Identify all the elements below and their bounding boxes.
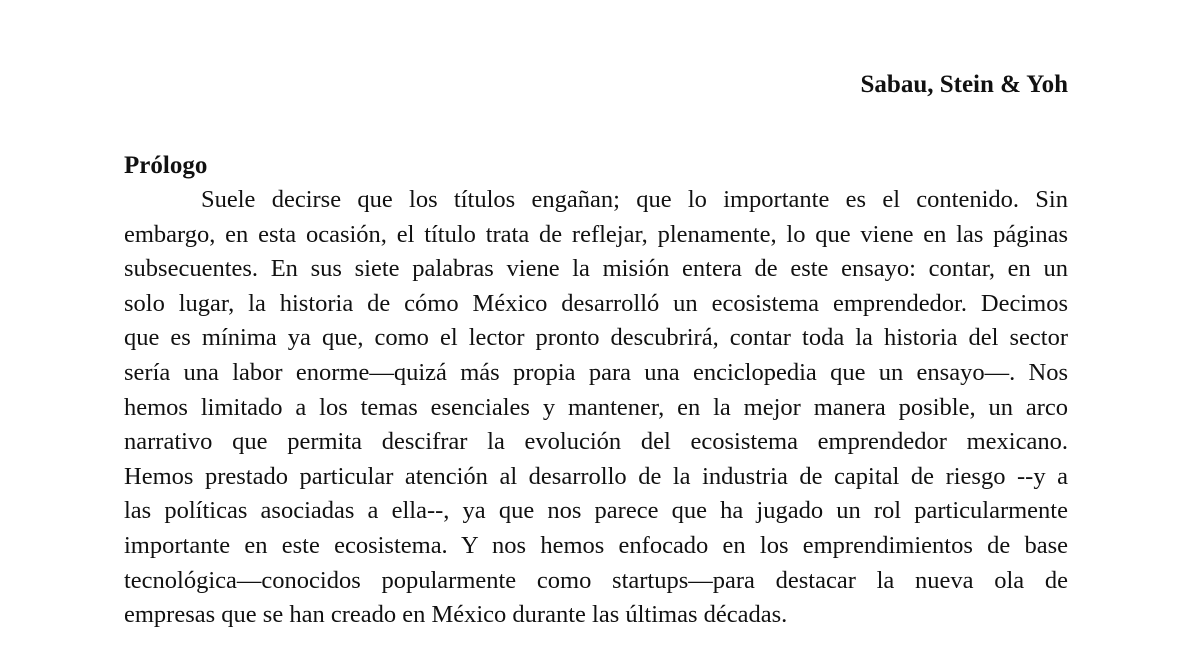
paragraph-line: empresas que se han creado en México durante las últimas décadas. xyxy=(124,601,788,629)
paragraph-line: embargo, en esta ocasión, el título trata de reflejar, plenamente, lo que viene en las páginas xyxy=(124,220,1068,248)
paragraph-line: narrativo que permita descifrar la evolución del ecosistema emprendedor mexicano. xyxy=(124,428,1068,456)
prologue-paragraph xyxy=(124,183,1068,633)
paragraph-line: las políticas asociadas a ella--, ya que nos parece que ha jugado un rol particularmente xyxy=(124,497,1068,525)
paragraph-line: Hemos prestado particular atención al desarrollo de la industria de capital de riesgo --y a xyxy=(124,462,1068,490)
paragraph-line: importante en este ecosistema. Y nos hemos enfocado en los emprendimientos de base xyxy=(124,531,1068,559)
section-title: Prólogo xyxy=(124,152,208,179)
running-header-authors: Sabau, Stein & Yoh xyxy=(860,71,1068,98)
paragraph-line: subsecuentes. En sus siete palabras viene la misión entera de este ensayo: contar, en un xyxy=(124,255,1068,283)
paragraph-line: solo lugar, la historia de cómo México desarrolló un ecosistema emprendedor. Decimos xyxy=(124,289,1068,317)
paragraph-line: Suele decirse que los títulos engañan; que lo importante es el contenido. Sin xyxy=(201,186,1068,213)
paragraph-line: hemos limitado a los temas esenciales y mantener, en la mejor manera posible, un arco xyxy=(124,393,1068,421)
paragraph-line: que es mínima ya que, como el lector pronto descubrirá, contar toda la historia del sector xyxy=(124,324,1068,352)
paragraph-line: sería una labor enorme—quizá más propia para una enciclopedia que un ensayo—. Nos xyxy=(124,358,1068,386)
paragraph-line: tecnológica—conocidos popularmente como startups—para destacar la nueva ola de xyxy=(124,566,1068,594)
